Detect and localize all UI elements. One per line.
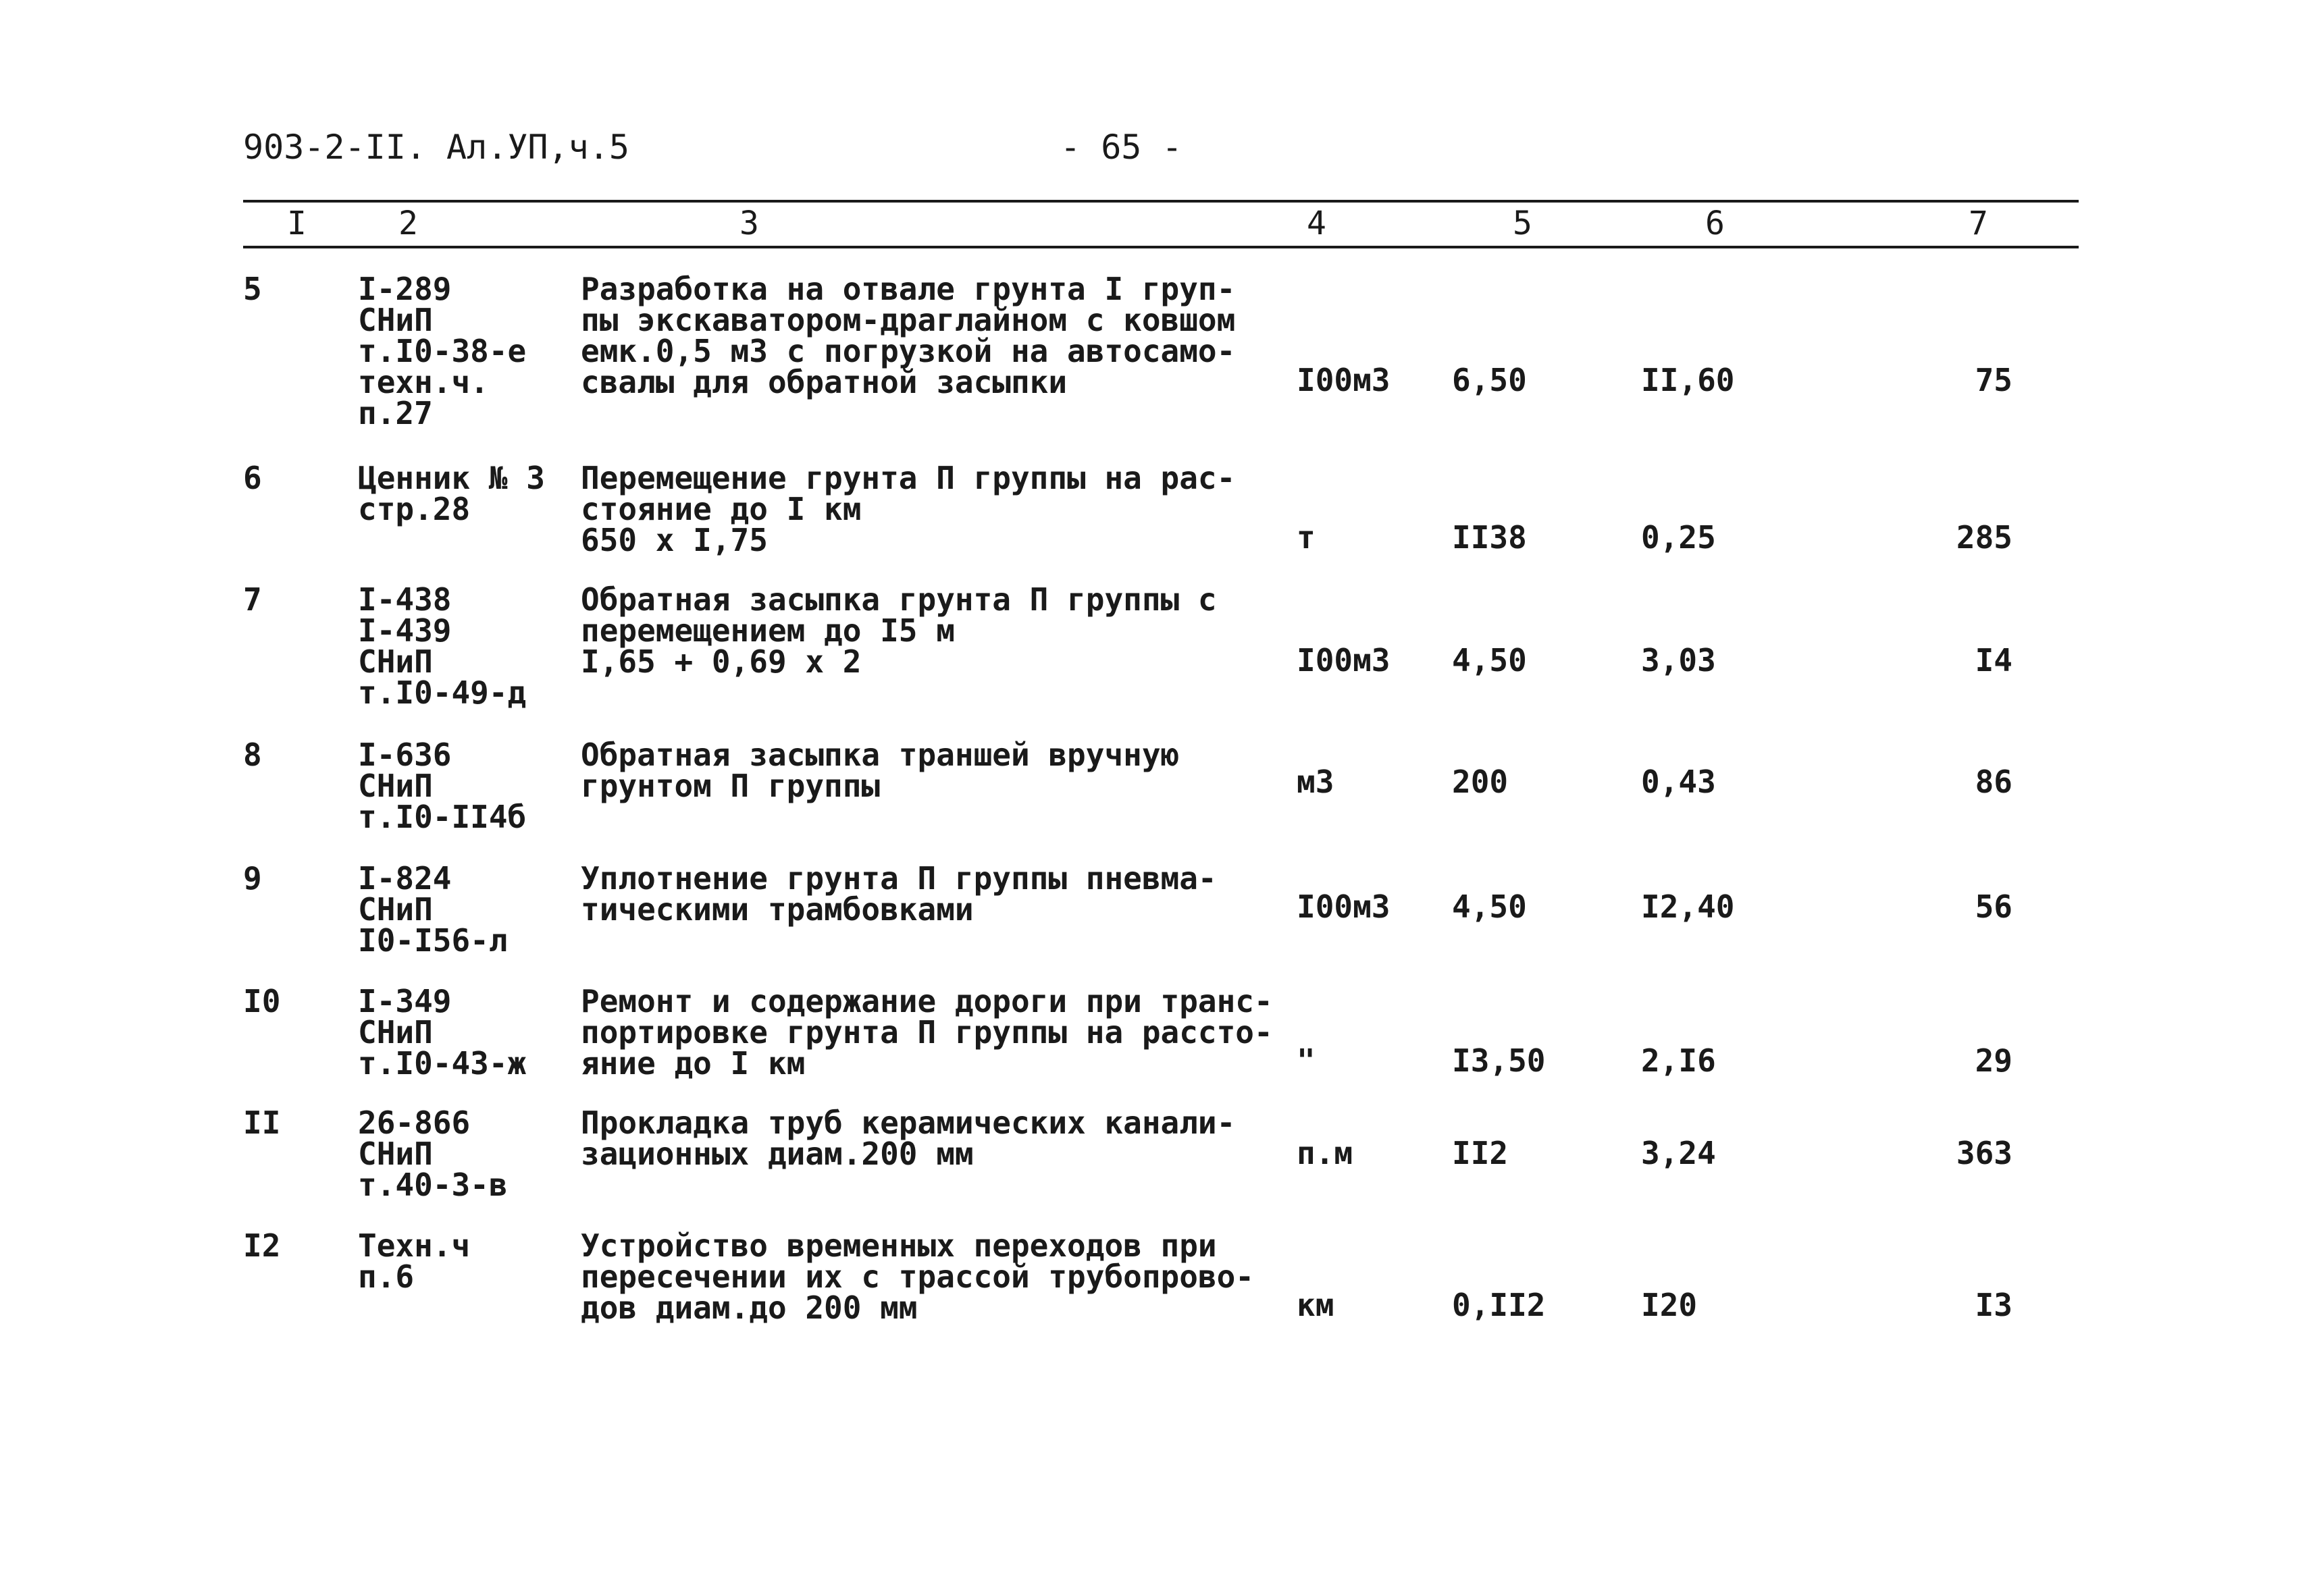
quantity: 200 xyxy=(1452,764,1509,800)
norm-reference: I-289 СНиП т.I0-38-е техн.ч. п.27 xyxy=(358,271,527,431)
norm-reference: I-824 СНиП I0-I56-л xyxy=(358,860,508,959)
work-description: Перемещение грунта П группы на рас- стояние до I км 650 x I,75 xyxy=(581,460,1236,558)
table-header-rule xyxy=(243,246,2079,248)
norm-reference: I-438 I-439 СНиП т.I0-49-д xyxy=(358,581,527,711)
unit-price: 2,I6 xyxy=(1641,1042,1716,1079)
row-number: 5 xyxy=(243,271,262,307)
total-cost: 56 xyxy=(1975,888,2012,925)
column-header-7: 7 xyxy=(1969,205,1988,242)
total-cost: I4 xyxy=(1975,642,2012,679)
unit: п.м xyxy=(1297,1135,1353,1171)
unit: м3 xyxy=(1297,764,1334,800)
unit-price: 0,25 xyxy=(1641,519,1716,556)
total-cost: I3 xyxy=(1975,1287,2012,1323)
norm-reference: Ценник № 3 стр.28 xyxy=(358,460,545,527)
unit: т xyxy=(1297,519,1316,556)
unit-price: II,60 xyxy=(1641,362,1735,398)
unit: км xyxy=(1297,1287,1334,1323)
quantity: 6,50 xyxy=(1452,362,1527,398)
unit: I00м3 xyxy=(1297,362,1391,398)
row-number: 6 xyxy=(243,460,262,496)
total-cost: 29 xyxy=(1975,1042,2012,1079)
unit-price: I2,40 xyxy=(1641,888,1735,925)
column-header-4: 4 xyxy=(1307,205,1326,242)
column-header-3: 3 xyxy=(739,205,759,242)
norm-reference: I-636 СНиП т.I0-II4б xyxy=(358,737,527,835)
unit: I00м3 xyxy=(1297,888,1391,925)
row-number: 7 xyxy=(243,581,262,618)
quantity: 4,50 xyxy=(1452,642,1527,679)
norm-reference: I-349 СНиП т.I0-43-ж xyxy=(358,983,527,1082)
work-description: Обратная засыпка грунта П группы с перемещением до I5 м I,65 + 0,69 x 2 xyxy=(581,581,1217,680)
work-description: Устройство временных переходов при пересечении их с трассой трубопрово- дов диам.до 200 мм xyxy=(581,1227,1254,1326)
row-number: 8 xyxy=(243,737,262,773)
quantity: II2 xyxy=(1452,1135,1509,1171)
work-description: Разработка на отвале грунта I груп- пы экскаватором-драглайном с ковшом емк.0,5 м3 с погрузкой на автосамо- свалы для обратной засыпки xyxy=(581,271,1236,400)
quantity: II38 xyxy=(1452,519,1527,556)
column-header-6: 6 xyxy=(1705,205,1725,242)
quantity: 4,50 xyxy=(1452,888,1527,925)
total-cost: 75 xyxy=(1975,362,2012,398)
row-number: I2 xyxy=(243,1227,281,1264)
norm-reference: 26-866 СНиП т.40-3-в xyxy=(358,1105,508,1203)
unit: I00м3 xyxy=(1297,642,1391,679)
table-top-rule xyxy=(243,200,2079,203)
total-cost: 285 xyxy=(1956,519,2012,556)
column-header-5: 5 xyxy=(1513,205,1532,242)
norm-reference: Техн.ч п.6 xyxy=(358,1227,471,1295)
document-reference: 903-2-II. Ал.УП,ч.5 xyxy=(243,128,629,167)
column-header-2: 2 xyxy=(398,205,418,242)
work-description: Уплотнение грунта П группы пневма- тическими трамбовками xyxy=(581,860,1217,928)
total-cost: 86 xyxy=(1975,764,2012,800)
page-number: - 65 - xyxy=(1060,128,1183,167)
unit: " xyxy=(1297,1042,1316,1079)
quantity: 0,II2 xyxy=(1452,1287,1546,1323)
quantity: I3,50 xyxy=(1452,1042,1546,1079)
work-description: Обратная засыпка траншей вручную грунтом П группы xyxy=(581,737,1180,804)
work-description: Ремонт и содержание дороги при транс- портировке грунта П группы на рассто- яние до I км xyxy=(581,983,1273,1082)
row-number: I0 xyxy=(243,983,281,1019)
unit-price: 0,43 xyxy=(1641,764,1716,800)
unit-price: 3,03 xyxy=(1641,642,1716,679)
row-number: 9 xyxy=(243,860,262,897)
work-description: Прокладка труб керамических канали- зационных диам.200 мм xyxy=(581,1105,1236,1172)
unit-price: 3,24 xyxy=(1641,1135,1716,1171)
total-cost: 363 xyxy=(1956,1135,2012,1171)
column-header-1: I xyxy=(287,205,307,242)
row-number: II xyxy=(243,1105,281,1141)
unit-price: I20 xyxy=(1641,1287,1698,1323)
